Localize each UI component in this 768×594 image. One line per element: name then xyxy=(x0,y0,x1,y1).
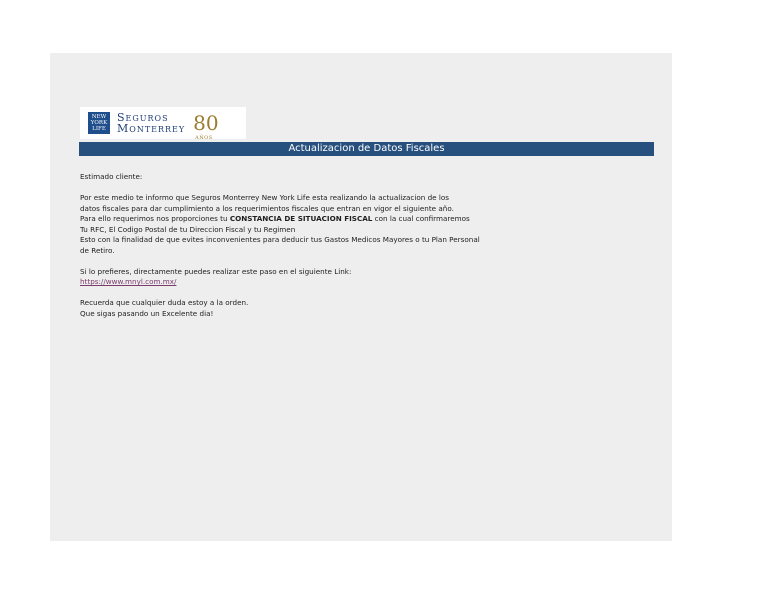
paragraph-line: Tu RFC, El Codigo Postal de tu Direccion Fiscal y tu Regimen xyxy=(80,224,296,234)
emphasis-text: CONSTANCIA DE SITUACION FISCAL xyxy=(229,214,373,223)
paragraph-line: Que sigas pasando un Excelente dia! xyxy=(80,308,214,318)
paragraph-line: Esto con la finalidad de que evites inconvenientes para deducir tus Gastos Medicos Mayores o tu Plan Personal xyxy=(80,235,480,244)
paragraph-line: Por este medio te informo que Seguros Monterrey New York Life esta realizando la actualizacion de los xyxy=(80,193,450,202)
paragraph-line: Si lo prefieres, directamente puedes realizar este paso en el siguiente Link: xyxy=(80,266,352,276)
brand-name: Seguros Monterrey xyxy=(117,111,186,135)
anniversary-mark: 80 AÑOS xyxy=(193,111,219,141)
paragraph-line: Recuerda que cualquier duda estoy a la orden. xyxy=(80,298,249,307)
website-link[interactable]: https://www.mnyl.com.mx/ xyxy=(80,277,177,286)
company-logo xyxy=(80,107,246,139)
title-banner: Actualizacion de Datos Fiscales xyxy=(79,142,654,156)
paragraph-line: datos fiscales para dar cumplimiento a los requerimientos fiscales que entran en vigor el siguiente año. xyxy=(80,203,454,213)
greeting: Estimado cliente: xyxy=(80,172,143,181)
email-body xyxy=(80,172,640,319)
paragraph-line: de Retiro. xyxy=(80,245,115,255)
paragraph-line: Para ello requerimos nos proporciones tu CONSTANCIA DE SITUACION FISCAL con la cual confirmaremos xyxy=(80,214,470,223)
new-york-life-badge-icon: NEW YORK LIFE xyxy=(88,112,110,134)
